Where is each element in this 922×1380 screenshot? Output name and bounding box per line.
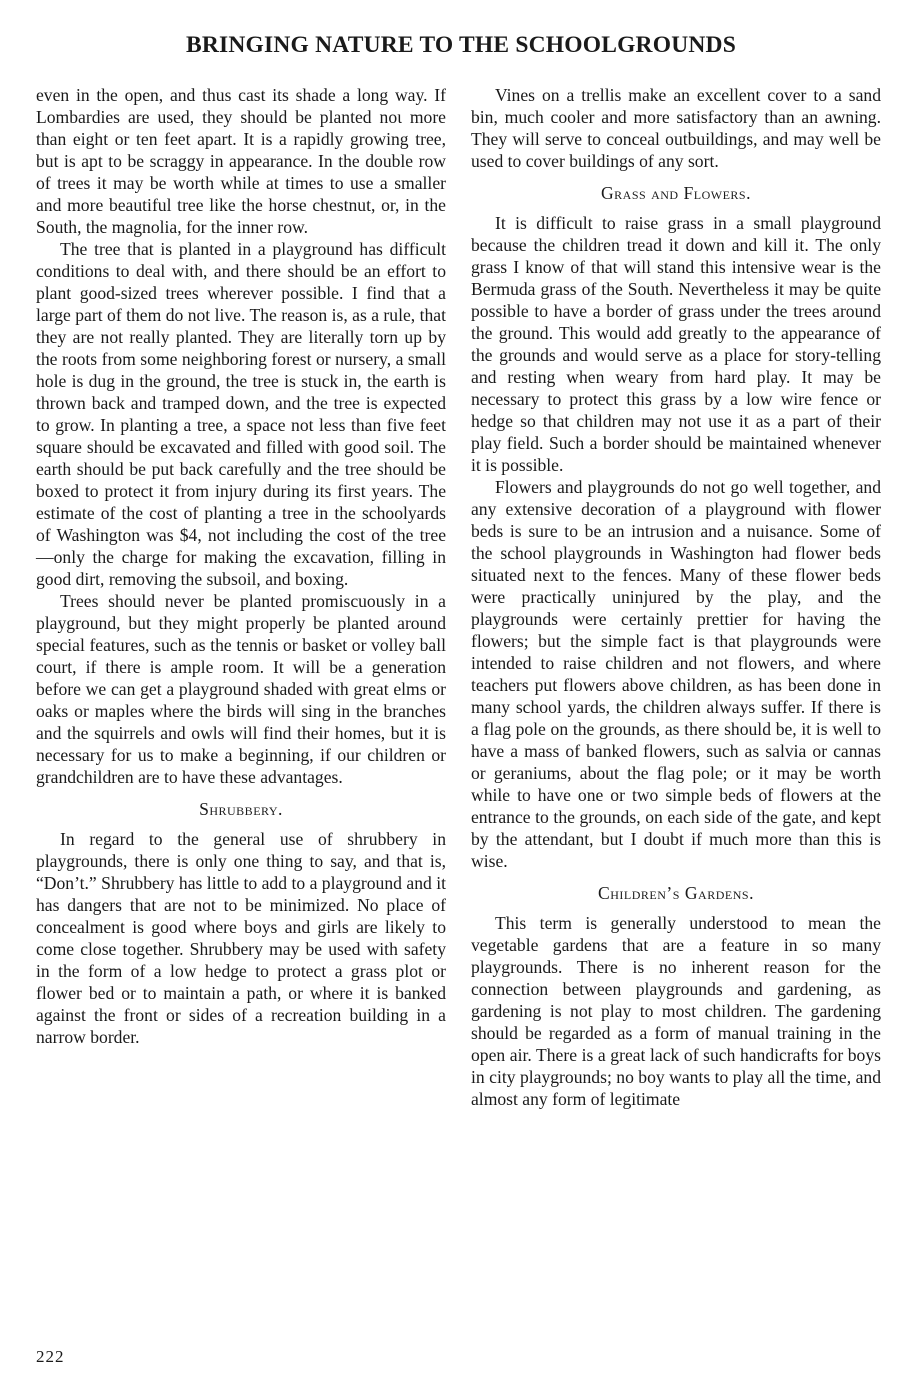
paragraph: The tree that is planted in a playground has difficult conditions to deal with, and there should be an effort to plant good-sized trees wherever possible. I find that a large part of them do not live. The reason is, as a rule, that they are not really planted. They are literally torn up by the roots from some neighboring forest or nursery, a small hole is dug in the ground, the tree is stuck in, the earth is thrown back and tramped down, and the tree is expected to grow. In planting a tree, a space not less than five feet square should be excavated and filled with good soil. The earth should be put back carefully and the tree should be boxed to protect it from injury during its first years. The estimate of the cost of planting a tree in the schoolyards of Washington was $4, not including the cost of the tree—only the charge for making the excavation, filling in good dirt, removing the subsoil, and boxing. <box>36 239 446 589</box>
paragraph: In regard to the general use of shrubbery in playgrounds, there is only one thing to say, and that is, “Don’t.” Shrubbery has little to add to a playground and it has dangers that are not to be minimized. No place of concealment is good where boys and girls are likely to come close together. Shrubbery may be used with safety in the form of a low hedge to protect a grass plot or flower bed or to maintain a path, or where it is banked against the front or sides of a recreation building in a narrow border. <box>36 829 446 1047</box>
paragraph: Flowers and playgrounds do not go well together, and any extensive decoration of a playground with flower beds is sure to be an intrusion and a nuisance. Some of the school playgrounds in Washington had flower beds situated next to the fences. Many of these flower beds were practically uninjured by the play, and the playgrounds were certainly prettier for having the flowers; but the simple fact is that playgrounds were intended to raise children and not flowers, and where teachers put flowers above children, as has been done in many school yards, the children always suffer. If there is a flag pole on the grounds, as there should be, it is well to have a mass of banked flowers, such as salvia or cannas or geraniums, about the flag pole; or it may be worth while to have one or two simple beds of flowers at the entrance to the grounds, on each side of the gate, and kept by the attendant, but I doubt if much more than this is wise. <box>471 477 881 871</box>
left-column <box>36 84 446 1048</box>
right-column <box>471 84 881 1110</box>
section-heading-shrubbery: Shrubbery. <box>199 799 283 819</box>
section-heading-grass-and-flowers: Grass and Flowers. <box>600 183 752 203</box>
paragraph: Trees should never be planted promiscuously in a playground, but they might properly be planted around special features, such as the tennis or basket or volley ball court, if there is ample room. It will be a generation before we can get a playground shaded with great elms or oaks or maples where the birds will sing in the branches and the squirrels and owls will find their homes, but it is necessary for us to make a beginning, if our children or grandchildren are to have these advantages. <box>36 591 446 787</box>
section-heading-childrens-gardens: Children’s Gardens. <box>598 883 754 903</box>
paragraph: Vines on a trellis make an excellent cover to a sand bin, much cooler and more satisfactory than an awning. They will serve to conceal outbuildings, and may well be used to cover buildings of any sort. <box>471 85 881 171</box>
paragraph: It is difficult to raise grass in a small playground because the children tread it down and kill it. The only grass I know of that will stand this intensive wear is the Bermuda grass of the South. Nevertheless it may be quite possible to have a border of grass under the trees around the ground. This would add greatly to the appearance of the grounds and would serve as a place for story-telling and resting when weary from hard play. It may be necessary to protect this grass by a low wire fence or hedge so that children may not use it as a part of their play field. Such a border should be maintained whenever it is possible. <box>471 213 881 475</box>
paragraph: even in the open, and thus cast its shade a long way. If Lombardies are used, they should be planted noι more than eight or ten feet apart. It is a rapidly growing tree, but is apt to be scraggy in appearance. In the double row of trees it may be worth while at times to use a smaller and more beautiful tree like the horse chestnut, or, in the South, the magnolia, for the inner row. <box>36 85 446 237</box>
paragraph: This term is generally understood to mean the vegetable gardens that are a feature in so many playgrounds. There is no inherent reason for the connection between playgrounds and gardening, as gardening is not play to most children. The gardening should be regarded as a form of manual training in the open air. There is a great lack of such handicrafts for boys in city playgrounds; no boy wants to play all the time, and almost any form of legitimate <box>471 913 881 1109</box>
page-number: 222 <box>36 1347 65 1366</box>
running-head: BRINGING NATURE TO THE SCHOOLGROUNDS <box>186 32 736 58</box>
